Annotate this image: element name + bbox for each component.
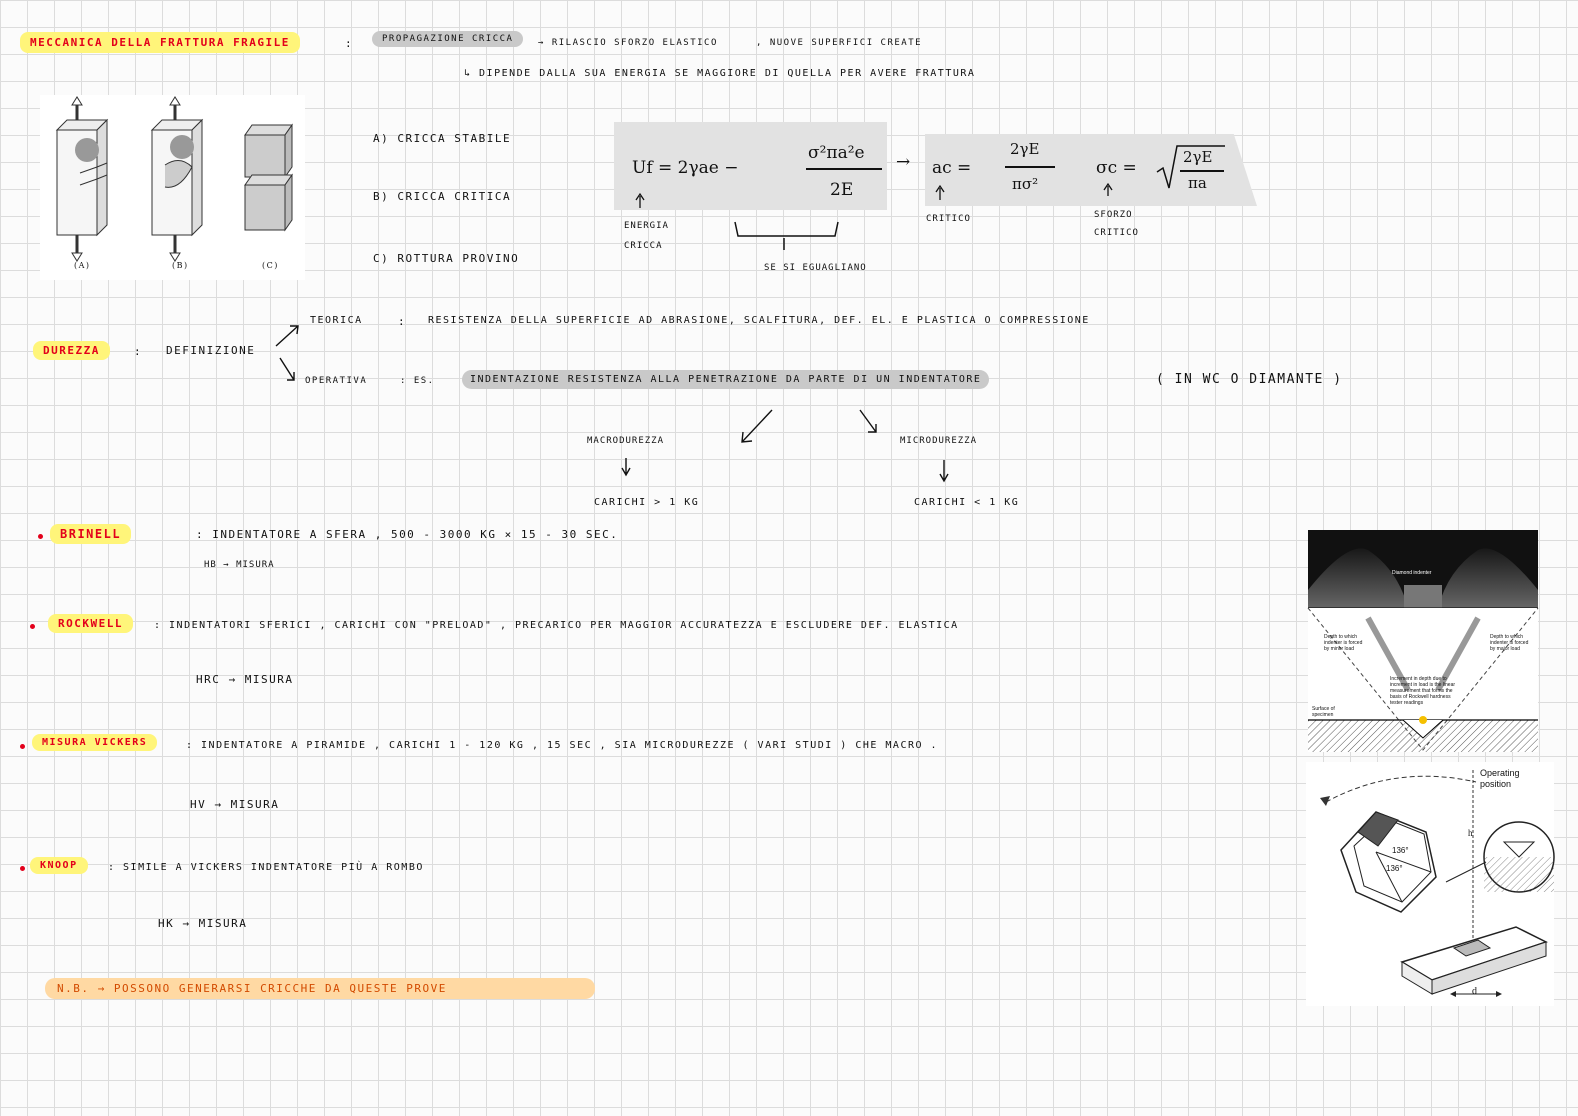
figure1-caption-c: (C) [262, 261, 279, 270]
knoop-measure: HK → MISURA [158, 917, 248, 930]
definition-arrows [0, 0, 1578, 520]
hardness-definition: DEFINIZIONE [166, 344, 256, 357]
vickers-h: h [1468, 828, 1474, 838]
label-energy: ENERGIA CRICCA [624, 221, 669, 251]
vickers-angle2: 136° [1386, 864, 1403, 873]
figure1-caption-b: (B) [172, 261, 189, 270]
theoretical-colon: : [398, 315, 407, 328]
vickers-diagram [1306, 762, 1554, 1006]
rockwell-diagram [1308, 530, 1538, 752]
brinell-label: BRINELL [50, 524, 131, 544]
theoretical-text: RESISTENZA DELLA SUPERFICIE AD ABRASIONE, SCALFITURA, DEF. EL. E PLASTICA O COMPRESSIONE [428, 315, 1090, 326]
formula-sqrt-num: 2γE [1183, 148, 1213, 166]
propagation-arrow-text: → RILASCIO SFORZO ELASTICO [538, 38, 718, 48]
rockwell-bullet [30, 624, 35, 629]
formula-arrow: → [896, 152, 911, 172]
knoop-bullet [20, 866, 25, 871]
hardness-label: DUREZZA [33, 341, 110, 360]
formula-sigma-c: σc = [1096, 158, 1137, 178]
formula-lhs: Uf = 2γae − [632, 158, 739, 178]
operative-prefix: : ES. [400, 376, 435, 386]
case-c: C) ROTTURA PROVINO [373, 252, 520, 265]
case-b: B) CRICCA CRITICA [373, 190, 512, 203]
knoop-text: : SIMILE A VICKERS INDENTATORE PIÙ A ROMBO [108, 862, 424, 873]
rockwell-text: : INDENTATORI SFERICI , CARICHI CON "PRELOAD" , PRECARICO PER MAGGIOR ACCURATEZZA E ESCLUDERE DEF. ELASTICA [154, 620, 959, 631]
formula-ac: ac = [932, 158, 972, 178]
formula-frac-den: 2E [830, 180, 854, 200]
vickers-label: MISURA VICKERS [32, 734, 157, 751]
vickers-measure: HV → MISURA [190, 798, 280, 811]
rockwell-bottom-label: Increment in depth due to increment in load is the linear measurement that forms the basis of Rockwell hardness tester readings [1390, 676, 1456, 706]
vickers-operating: Operating position [1480, 768, 1520, 789]
rockwell-left-label: Depth to which indenter is forced by minor load [1324, 634, 1363, 652]
hardness-colon: : [134, 345, 143, 358]
propagation-label: PROPAGAZIONE CRICCA [372, 31, 523, 47]
vickers-angle1: 136° [1392, 846, 1409, 855]
formula-frac-num: σ²πa²e [808, 143, 865, 163]
label-critic: CRITICO [926, 214, 971, 224]
theoretical-label: TEORICA [310, 315, 363, 326]
case-a: A) CRICCA STABILE [373, 132, 512, 145]
knoop-label: KNOOP [30, 857, 88, 874]
note-nb: N.B. → POSSONO GENERARSI CRICCHE DA QUESTE PROVE [45, 978, 595, 999]
rockwell-measure: HRC → MISURA [196, 673, 294, 686]
propagation-surfaces: , NUOVE SUPERFICI CREATE [756, 38, 923, 48]
operative-text: INDENTAZIONE RESISTENZA ALLA PENETRAZIONE DA PARTE DI UN INDENTATORE [462, 370, 989, 389]
rockwell-right-label: Depth to which indenter is forced by major load [1490, 634, 1529, 652]
formula-sqrt-den: πa [1188, 174, 1207, 192]
operative-label: OPERATIVA [305, 376, 368, 386]
figure1-caption-a: (A) [74, 261, 91, 270]
vickers-drawing [1306, 762, 1554, 1006]
brinell-text: : INDENTATORE A SFERA , 500 - 3000 KG × 15 - 30 SEC. [196, 528, 619, 541]
micro-load: CARICHI < 1 KG [914, 497, 1020, 508]
title-highlight: MECCANICA DELLA FRATTURA FRAGILE [20, 32, 300, 53]
brinell-bullet [38, 534, 43, 539]
formula-ac-den: πσ² [1012, 175, 1039, 193]
vickers-text: : INDENTATORE A PIRAMIDE , CARICHI 1 - 120 KG , 15 SEC , SIA MICRODUREZZE ( VARI STUDI ) CHE MACRO . [186, 740, 939, 751]
vickers-d: d [1472, 986, 1479, 997]
vickers-bullet [20, 744, 25, 749]
title-colon: : [345, 37, 354, 50]
brinell-measure: HB → MISURA [204, 560, 275, 570]
operative-paren: ( IN WC O DIAMANTE ) [1156, 372, 1343, 387]
rockwell-surface-label: Surface of specimen [1312, 706, 1335, 718]
label-stress: SFORZO CRITICO [1094, 210, 1139, 238]
micro-label: MICRODUREZZA [900, 436, 978, 446]
rockwell-label: ROCKWELL [48, 614, 133, 633]
formula-ac-num: 2γE [1010, 140, 1040, 158]
macro-label: MACRODUREZZA [587, 436, 665, 446]
label-equal: SE SI EGUAGLIANO [764, 263, 867, 273]
propagation-depends: ↳ DIPENDE DALLA SUA ENERGIA SE MAGGIORE DI QUELLA PER AVERE FRATTURA [464, 68, 976, 79]
rockwell-top-label: Diamond indenter [1392, 570, 1432, 576]
macro-load: CARICHI > 1 KG [594, 497, 700, 508]
